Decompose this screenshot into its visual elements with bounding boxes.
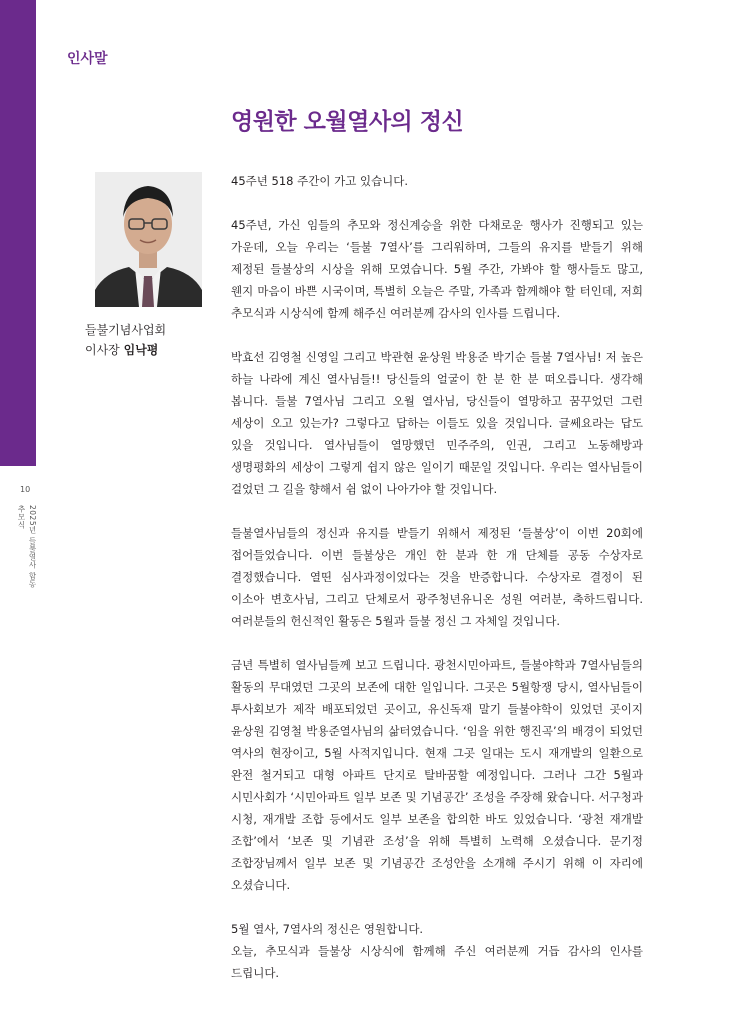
paragraph-6: 5월 열사, 7열사의 정신은 영원합니다. 오늘, 추모식과 들불상 시상식에 함께해 주신 여러분께 거듭 감사의 인사를 드립니다. — [231, 922, 643, 980]
page-number: 10 — [20, 485, 31, 494]
paragraph-1: 45주년 518 주간이 가고 있습니다. — [231, 174, 409, 188]
author-title-line — [85, 340, 166, 360]
side-accent-bar — [0, 0, 36, 466]
page-title: 영원한 오월열사의 정신 — [231, 108, 464, 135]
author-organization: 들불기념사업회 — [85, 323, 167, 337]
author-portrait — [95, 172, 202, 307]
paragraph-5: 금년 특별히 열사님들께 보고 드립니다. 광천시민아파트, 들불야학과 7열사님들의 활동의 무대였던 그곳의 보존에 대한 일입니다. 그곳은 5월항쟁 당시, 열사님들이 투사회보가 제작 배포되었던 곳이고, 유신독재 말기 들불야학이 있었던 곳이지 윤상원 김영철 박용준열사님의 삶터였습니다. ‘임을 위한 행진곡’의 배경이 되었던 역사의 현장이고, 5월 사적지입니다. 현재 그곳 일대는 도시 재개발의 일환으로 완전 철거되고 대형 아파트 단지로 탈바꿈할 예정입니다. 그러나 그간 5월과 시민사회가 ‘시민아파트 일부 보존 및 기념공간’ 조성을 주장해 왔습니다. 서구청과 시청, 재개발 조합 등에서도 일부 보존을 합의한 바도 있었습니다. ‘광천 재개발 조합’에서 ‘보존 및 기념관 조성’을 위해 특별히 노력해 오셨습니다. 문기정 조합장님께서 일부 보존 및 기념공간 조성안을 소개해 주시기 위해 이 자리에 오셨습니다. — [231, 658, 643, 892]
author-name: 임낙평 — [123, 343, 159, 357]
greeting-body — [231, 170, 643, 1006]
paragraph-4: 들불열사님들의 정신과 유지를 받들기 위해서 제정된 ‘들불상’이 이번 20회에 접어들었습니다. 이번 들불상은 개인 한 분과 한 개 단체를 공동 수상자로 결정했습니다. 열띤 심사과정이었다는 것을 반증합니다. 수상자로 결정이 된 이소아 변호사님, 그리고 단체로서 광주청년유니온 성원 여러분, 축하드립니다. 여러분들의 헌신적인 활동은 5월과 들불 정신 그 자체일 것입니다. — [231, 526, 643, 628]
portrait-illustration — [95, 172, 202, 307]
author-role: 이사장 — [85, 343, 120, 357]
paragraph-2: 45주년, 가신 임들의 추모와 정신계승을 위한 다채로운 행사가 진행되고 있는 가운데, 오늘 우리는 ‘들불 7열사’를 그리워하며, 그들의 유지를 받들기 위해 제정된 들불상의 시상을 위해 모였습니다. 5월 주간, 가봐야 할 행사들도 많고, 웬지 마음이 바쁜 시국이며, 특별히 오늘은 주말, 가족과 함께해야 할 터인데, 저희 추모식과 시상식에 함께 해주신 여러분께 감사의 인사를 드립니다. — [231, 218, 643, 320]
side-caption: 2025년 들불열사 합동추모식 — [17, 505, 37, 588]
section-label: 인사말 — [67, 51, 108, 67]
paragraph-3: 박효선 김영철 신영일 그리고 박관현 윤상원 박용준 박기순 들불 7열사님! 저 높은 하늘 나라에 계신 열사님들!! 당신들의 얼굴이 한 분 한 분 떠오릅니다. 생각해 봅니다. 들불 7열사님 그리고 오월 열사님, 당신들이 열망하고 꿈꾸었던 그런 세상이 오고 있는가? 그렇다고 답하는 이들도 있을 것입니다. 글쎄요라는 답도 있을 것입니다. 열사님들이 열망했던 민주주의, 인권, 그리고 노동해방과 생명평화의 세상이 그렇게 쉽지 않은 일이기 때문일 것입니다. 우리는 열사님들이 걸었던 그 길을 향해서 쉼 없이 나아가야 할 것입니다. — [231, 350, 643, 496]
author-block — [85, 320, 166, 360]
